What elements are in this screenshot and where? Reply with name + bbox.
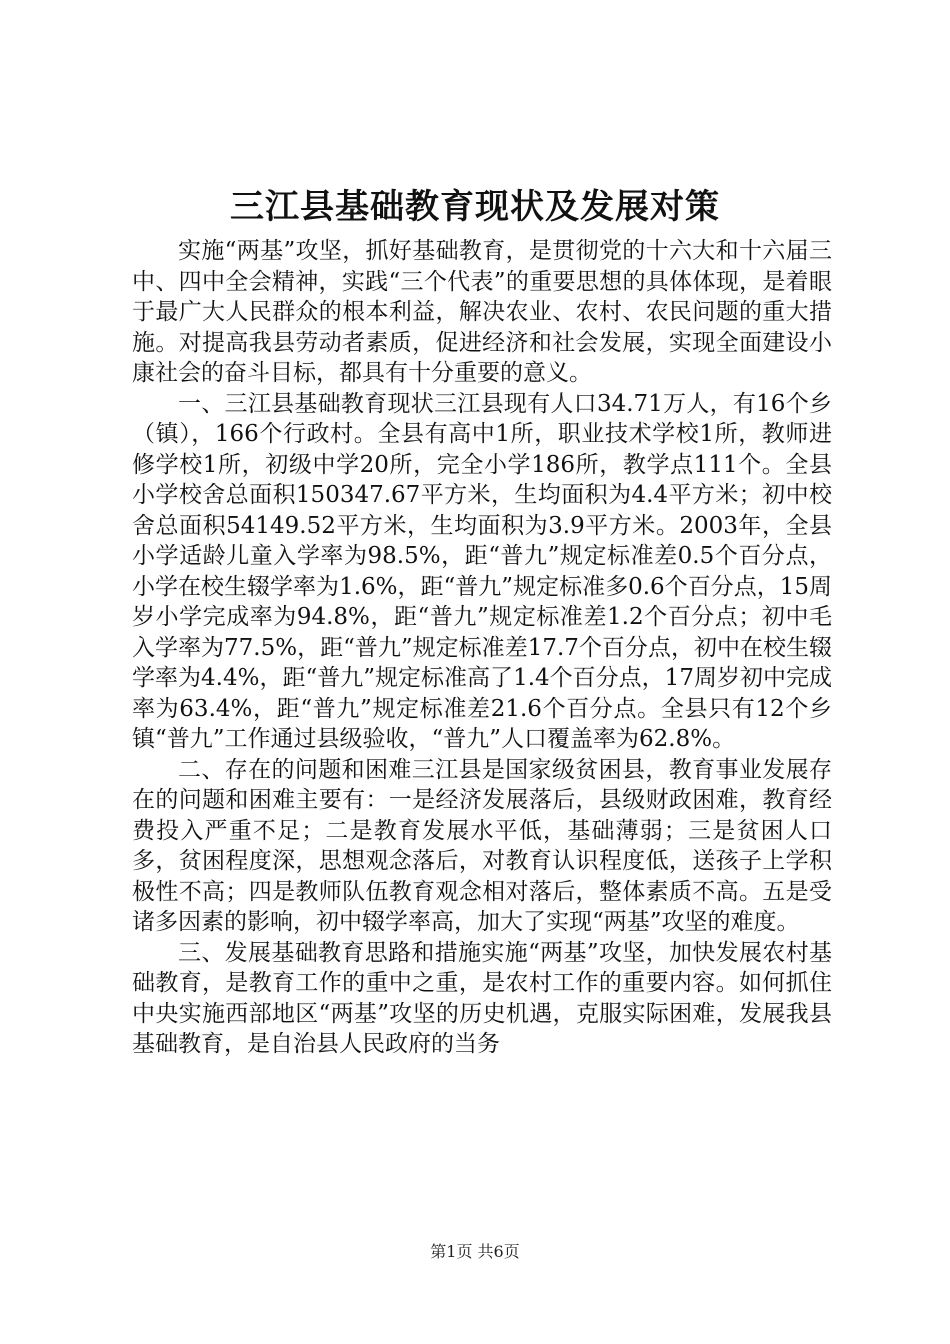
document-title: 三江县基础教育现状及发展对策 bbox=[230, 187, 720, 227]
document-body bbox=[132, 236, 832, 1060]
paragraph-section-3: 三、发展基础教育思路和措施实施“两基”攻坚，加快发展农村基础教育，是教育工作的重中之重，是农村工作的重要内容。如何抓住中央实施西部地区“两基”攻坚的历史机遇，克服实际困难，发展我县基础教育，是自治县人民政府的当务 bbox=[132, 939, 832, 1057]
paragraph-section-1: 一、三江县基础教育现状三江县现有人口34.71万人，有16个乡（镇），166个行政村。全县有高中1所，职业技术学校1所，教师进修学校1所，初级中学20所，完全小学186所，教学点111个。全县小学校舍总面积150347.67平方米，生均面积为4.4平方米；初中校舍总面积54149.52平方米，生均面积为3.9平方米。2003年，全县小学适龄儿童入学率为98.5%，距“普九”规定标准差0.5个百分点，小学在校生辍学率为1.6%，距“普九”规定标准多0.6个百分点，15周岁小学完成率为94.8%，距“普九”规定标准差1.2个百分点；初中毛入学率为77.5%，距“普九”规定标准差17.7个百分点，初中在校生辍学率为4.4%，距“普九”规定标准高了1.4个百分点，17周岁初中完成率为63.4%，距“普九”规定标准差21.6个百分点。全县只有12个乡镇“普九”工作通过县级验收，“普九”人口覆盖率为62.8%。 bbox=[132, 390, 832, 752]
paragraph-intro: 实施“两基”攻坚，抓好基础教育，是贯彻党的十六大和十六届三中、四中全会精神，实践“三个代表”的重要思想的具体体现，是着眼于最广大人民群众的根本利益，解决农业、农村、农民问题的重大措施。对提高我县劳动者素质，促进经济和社会发展，实现全面建设小康社会的奋斗目标，都具有十分重要的意义。 bbox=[132, 238, 832, 386]
paragraph-section-2: 二、存在的问题和困难三江县是国家级贫困县，教育事业发展存在的问题和困难主要有：一是经济发展落后，县级财政困难，教育经费投入严重不足；二是教育发展水平低，基础薄弱；三是贫困人口多，贫困程度深，思想观念落后，对教育认识程度低，送孩子上学积极性不高；四是教师队伍教育观念相对落后，整体素质不高。五是受诸多因素的影响，初中辍学率高，加大了实现“两基”攻坚的难度。 bbox=[132, 756, 832, 935]
page-footer: 第1页 共6页 bbox=[430, 1242, 520, 1261]
